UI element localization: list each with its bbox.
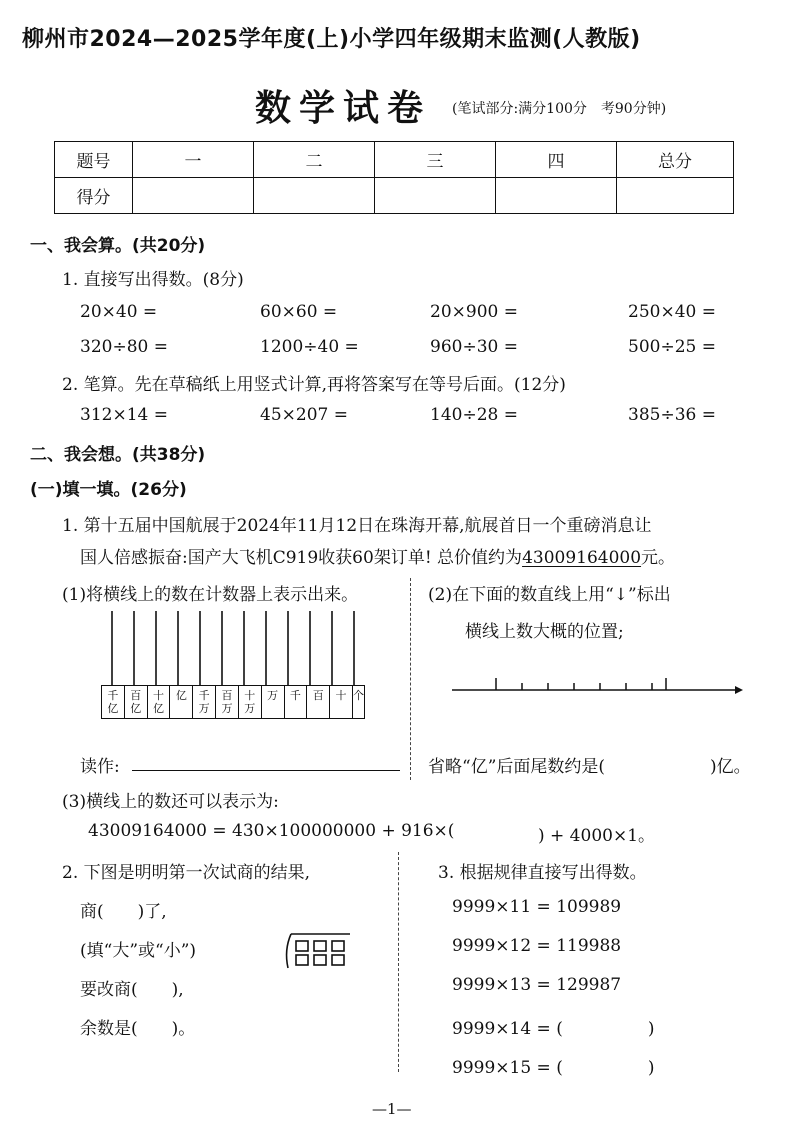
section1-q2-label: 2. 笔算。先在草稿纸上用竖式计算,再将答案写在等号后面。(12分) (62, 375, 566, 395)
q2-line4: 要改商( ), (80, 980, 184, 1000)
abacus-label: 万 (262, 686, 285, 718)
abacus-label: 千亿 (102, 686, 125, 718)
expression-suffix: ) + 4000×1。 (538, 826, 656, 846)
oral-calc-item: 250×40 = (628, 302, 716, 322)
abacus-label: 百万 (216, 686, 239, 718)
exam-main-title: 数学试卷 (255, 88, 432, 129)
pattern-item: 9999×15 = ( ) (452, 1058, 655, 1078)
long-division-box (282, 932, 352, 972)
q1-part2-line1: (2)在下面的数直线上用“↓”标出 (428, 585, 671, 605)
omit-estimate-suffix: )亿。 (710, 757, 751, 777)
q2-line2: 商( )了, (80, 902, 167, 922)
q1-part3-label: (3)横线上的数还可以表示为: (62, 792, 279, 812)
written-calc-item: 140÷28 = (430, 405, 518, 425)
q2-line5: 余数是( )。 (80, 1019, 196, 1039)
written-calc-item: 385÷36 = (628, 405, 716, 425)
q1-text-line1: 1. 第十五届中国航展于2024年11月12日在珠海开幕,航展首日一个重磅消息让 (62, 516, 652, 536)
pattern-item: 9999×14 = ( ) (452, 1019, 655, 1039)
exam-header-title: 柳州市2024—2025学年度(上)小学四年级期末监测(人教版) (22, 27, 641, 52)
oral-calc-item: 320÷80 = (80, 337, 168, 357)
column-divider (398, 852, 399, 1072)
section2-heading: 二、我会想。(共38分) (30, 445, 206, 465)
column-divider (410, 578, 411, 780)
oral-calc-item: 60×60 = (260, 302, 338, 322)
score-table-header-row (55, 142, 734, 178)
abacus-label: 十亿 (148, 686, 171, 718)
oral-calc-item: 500÷25 = (628, 337, 716, 357)
abacus-label: 个 (352, 689, 364, 702)
score-header-cell: 总分 (617, 142, 734, 178)
q1-part1-label: (1)将横线上的数在计数器上表示出来。 (62, 585, 359, 605)
oral-calc-item: 1200÷40 = (260, 337, 359, 357)
score-header-cell: 三 (375, 142, 496, 178)
exam-subtitle: (笔试部分:满分100分 考90分钟) (452, 101, 667, 117)
score-table (54, 141, 734, 214)
read-as-answer-line[interactable] (132, 770, 400, 771)
score-row-label: 得分 (55, 178, 133, 214)
score-cell[interactable] (133, 178, 254, 214)
score-table-score-row (55, 178, 734, 214)
score-cell[interactable] (375, 178, 496, 214)
q1-text-line2-prefix: 国人倍感振奋:国产大飞机C919收获60架订单! 总价值约为 (80, 548, 523, 568)
q1-part2-line2: 横线上数大概的位置; (465, 622, 624, 642)
pattern-item: 9999×11 = 109989 (452, 897, 622, 917)
oral-calc-item: 960÷30 = (430, 337, 518, 357)
omit-estimate-prefix: 省略“亿”后面尾数约是( (428, 757, 606, 777)
q3-label: 3. 根据规律直接写出得数。 (438, 863, 647, 883)
abacus-label: 百 (307, 686, 330, 718)
score-cell[interactable] (254, 178, 375, 214)
q2-line3: (填“大”或“小”) (80, 941, 197, 961)
oral-calc-item: 20×900 = (430, 302, 518, 322)
number-line[interactable] (450, 670, 745, 700)
q2-line1: 2. 下图是明明第一次试商的结果, (62, 863, 311, 883)
score-header-cell: 二 (254, 142, 375, 178)
section1-heading: 一、我会算。(共20分) (30, 236, 206, 256)
read-as-label: 读作: (80, 757, 120, 777)
abacus-label: 千万 (193, 686, 216, 718)
abacus-counter (101, 611, 365, 721)
pattern-item: 9999×12 = 119988 (452, 936, 622, 956)
score-header-cell: 一 (133, 142, 254, 178)
q1-text-line2-suffix: 元。 (641, 548, 676, 568)
oral-calc-item: 20×40 = (80, 302, 158, 322)
abacus-label: 十 (330, 686, 353, 718)
score-header-cell: 题号 (55, 142, 133, 178)
expression-prefix: 43009164000 = 430×100000000 + 916×( (88, 821, 455, 841)
page-number: —1— (372, 1100, 412, 1118)
section1-q1-label: 1. 直接写出得数。(8分) (62, 270, 244, 290)
written-calc-item: 312×14 = (80, 405, 168, 425)
q1-text-line2 (80, 543, 675, 568)
abacus-label: 千 (285, 686, 308, 718)
score-cell[interactable] (496, 178, 617, 214)
written-calc-item: 45×207 = (260, 405, 348, 425)
abacus-label-row (101, 685, 365, 719)
abacus-label: 十万 (239, 686, 262, 718)
abacus-label: 百亿 (125, 686, 148, 718)
abacus-label: 亿 (170, 686, 193, 718)
score-header-cell: 四 (496, 142, 617, 178)
pattern-item: 9999×13 = 129987 (452, 975, 622, 995)
score-cell[interactable] (617, 178, 734, 214)
aircraft-order-value: 43009164000 (522, 548, 642, 568)
section2-sub-heading: (一)填一填。(26分) (30, 480, 187, 500)
